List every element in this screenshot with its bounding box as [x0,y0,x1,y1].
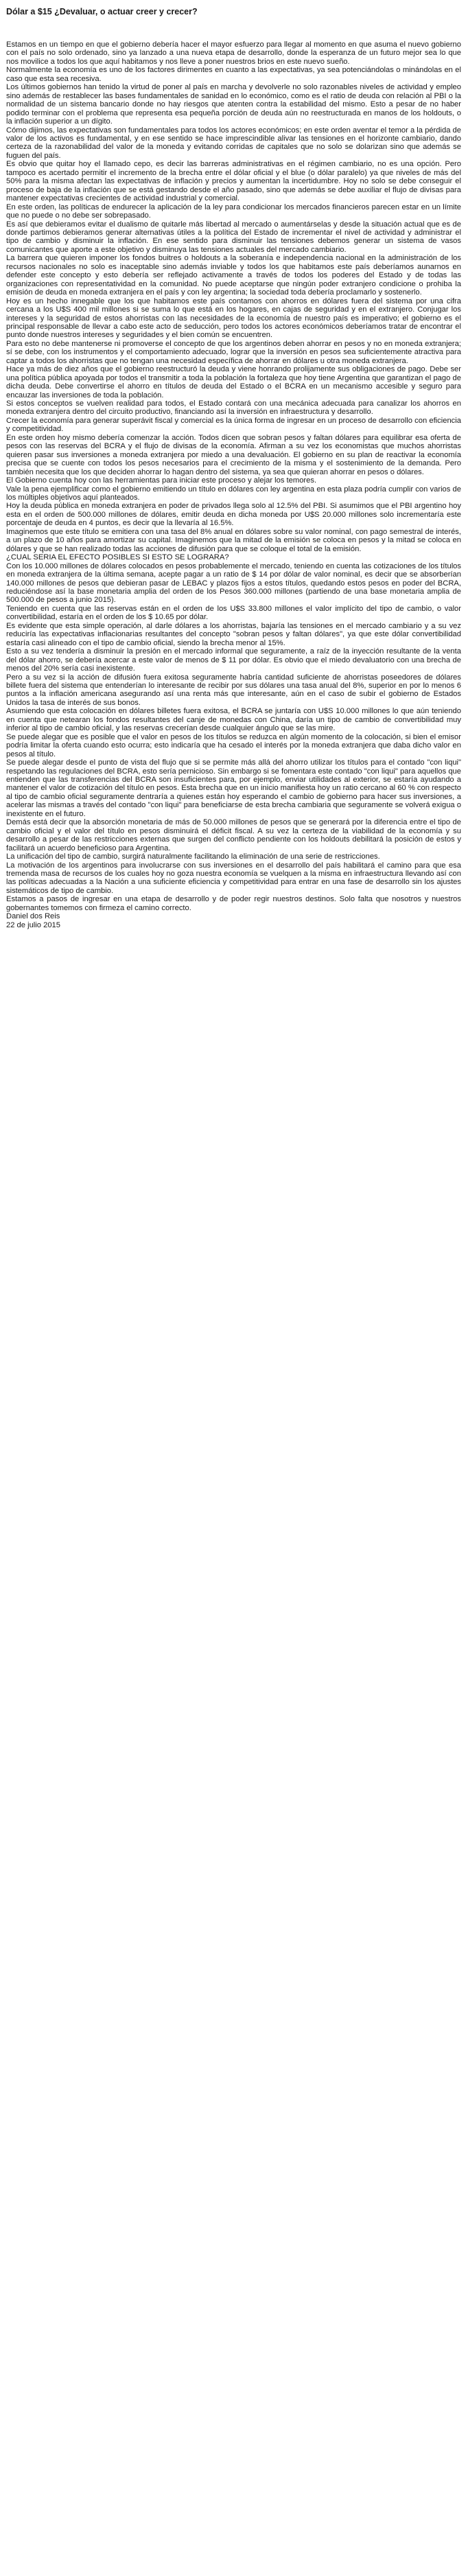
paragraph: Pero a su vez si la acción de difusión fuera exitosa seguramente habría cantidad suficiente de ahorristas poseedores de dólares billete fuera del sistema que entenderían lo interesante de recibir por sus dólares una tasa anual del 8%, superior en por lo menos 6 puntos a la inflación americana asegurando así una renta más que interesante, aún en el caso de subir el gobierno de Estados Unidos la tasa de interés de sus bonos. [6,673,461,707]
paragraph: Teniendo en cuenta que las reservas están en el orden de los U$S 33.800 millones el valor implícito del tipo de cambio, o valor convertibilidad, estaría en el orden de los $ 10.65 por dólar. [6,604,461,622]
paragraph: El Gobierno cuenta hoy con las herramientas para iniciar este proceso y alejar los temores. [6,476,317,485]
paragraph: Hoy es un hecho innegable que los que habitamos este país contamos con ahorros en dólares fuera del sistema por una cifra cercana a los U$S 400 mil millones si se suma lo que está en los hogares, en cajas de seguridad y en el extranjero. Conjugar los intereses y la seguridad de estos ahorristas con las necesidades de la economía de nuestro país es imperativo; el gobierno es el principal responsable de llevar a cabo este acto de seducción, pero todos los actores económicos deberíamos tratar de encontrar el punto donde nuestros intereses y seguridades y el bien común se encuentren. [6,297,461,340]
paragraph: La barrera que quieren imponer los fondos buitres o holdouts a la soberanía e independencia nacional en la administración de los recursos nacionales no solo es inaceptable sino además inviable y todos los que habitamos este país deberíamos aunarnos en defender este concepto y esto debería ser reflejado activamente a través de todos los poderes del Estado y de todas las organizaciones con representatividad en la comunidad. No puede aceptarse que ningún poder extranjero condicione o prohiba la emisión de deuda en moneda extranjera en el país y con ley argentina; la sociedad toda debería proclamarlo y sostenerlo. [6,254,461,297]
paragraph: Con los 10.000 millones de dólares colocados en pesos probablemente el mercado, teniendo en cuenta las cotizaciones de los títulos en moneda extranjera de la última semana, acepte pagar a un ratio de $ 14 por dólar de valor nominal, es decir que se absorberían 140.000 millones de pesos que debieran pasar de LEBAC y plazos fijos a estos títulos, quedando estos pesos en poder del BCRA, reduciéndose así la base monetaria amplia del orden de los Pesos 360.000 millones (partiendo de una base monetaria amplia de 500.000 de pesos a junio 2015). [6,561,461,605]
paragraph: Vale la pena ejemplificar como el gobierno emitiendo un título en dólares con ley argentina en esta plaza podría cumplir con varios de los múltiples objetivos aquí planteados. [6,485,461,502]
author-name: Daniel dos Reis [6,912,60,921]
paragraph: Crecer la economía para generar superávit fiscal y comercial es la única forma de ingresar en un proceso de desarrollo con eficiencia y competitividad. [6,416,461,434]
section-heading: ¿CUAL SERIA EL EFECTO POSIBLES SI ESTO SE LOGRARA? [6,553,229,562]
signature-block [6,912,461,929]
paragraph: Hoy la deuda pública en moneda extranjera en poder de privados llega solo al 12.5% del PBI. Si asumimos que el PBI argentino hoy esta en el orden de 500.000 millones de dólares, emitir deuda en dicha moneda por U$S 20.000 millones solo incrementaría este porcentaje de deuda en 4 puntos, es decir que la llevaría al 16.5%. [6,502,461,528]
paragraph: Estamos a pasos de ingresar en una etapa de desarrollo y de poder regir nuestros destinos. Solo falta que nosotros y nuestros gobernantes tomemos con firmeza el camino correcto. [6,895,461,912]
paragraph: La motivación de los argentinos para involucrarse con sus inversiones en el desarrollo del país habilitará el camino para que esa tremenda masa de recursos de los cuales hoy no goza nuestra economía se vuelquen a la misma en infraestructura llevando así con las políticas adecuadas a la Nación a una suficiente eficiencia y competitividad para entrar en una fase de desarrollo sin los ajustes sistemáticos de tipo de cambio. [6,861,461,895]
document-title: Dólar a $15 ¿Devaluar, o actuar creer y crecer? [6,7,198,16]
paragraph: Es obvio que quitar hoy el llamado cepo, es decir las barreras administrativas en el régimen cambiario, no es una opción. Pero tampoco es acertado permitir el incremento de la brecha entre el dólar oficial y el blue (o dólar paralelo) ya que niveles de más del 50% para la misma afectan las expectativas de inflación y precios y aumentan la incertidumbre. Hoy no solo se debe conseguir el proceso de baja de la inflación que se está gestando desde el año pasado, sino que además se debe auxiliar el flujo de divisas para mantener expectativas crecientes de actividad industrial y comercial. [6,160,461,203]
article-body [6,40,461,912]
paragraph: Hace ya más de diez años que el gobierno reestructuró la deuda y viene honrando prolijamente sus obligaciones de pago. Debe ser una política pública apoyada por todos el transmitir a toda la población la fortaleza que hoy tiene Argentina que garantizan el pago de dicha deuda. Debe convertirse el ahorro en títulos de deuda del Estado o el BCRA en un mecanismo accesible y seguro para encauzar las inversiones de toda la población. [6,365,461,399]
paragraph: Si estos conceptos se vuelven realidad para todos, el Estado contará con una mecánica adecuada para canalizar los ahorros en moneda extranjera dentro del circuito productivo, financiando así la inversión en infraestructura y desarrollo. [6,399,461,417]
paragraph: Es evidente que esta simple operación, al darle dólares a los ahorristas, bajaría las tensiones en el mercado cambiario y a su vez reduciría las expectativas inflacionarias resultantes del concepto "sobran pesos y faltan dólares", ya que este dólar convertibilidad estaría casi alineado con el tipo de cambio oficial, siendo la brecha menor al 15%. [6,621,461,647]
paragraph: En este orden, las políticas de endurecer la aplicación de la ley para condicionar los mercados financieros parecen estar en un límite que no puede o no debe ser sobrepasado. [6,202,461,220]
paragraph: Demás está decir que la absorción monetaria de más de 50.000 millones de pesos que se generará por la diferencia entre el tipo de cambio oficial y el valor del título en pesos disminuirá el déficit fiscal. A su vez la certeza de la viabilidad de la economía y su desarrollo a pesar de las restricciones externas que surgen del conflicto pendiente con los holdouts debilitará la posición de estos y facilitará un acuerdo beneficioso para Argentina. [6,818,461,852]
paragraph: Es así que debieramos evitar el dualismo de quitarle más libertad al mercado o aumentárselas y desde la situación actual que es de donde partimos debieramos generar alternativas útiles a la política del Estado de incrementar el nivel de actividad y administrar el tipo de cambio y disminuir la inflación. En ese sentido para disminuir las tensiones debemos generar un sistema de vasos comunicantes que aporte a este objetivo y disminuya las tensiones actuales del mercado cambiario. [6,220,461,254]
document-page [0,0,468,929]
paragraph: Los últimos gobiernos han tenido la virtud de poner al país en marcha y devolverle no solo razonables niveles de actividad y empleo sino además de restablecer las bases fundamentales de sanidad en lo económico, como es el ratio de deuda con relación al PBI o la normalidad de un sistema bancario donde no hay riesgos que atenten contra la estabilidad del mismo. Esto a pesar de no haber podido terminar con el problema que representa esa pequeña porción de deuda aún no reestructurada en manos de los holdouts, o la inflación superior a un dígito. [6,83,461,126]
paragraph: Normalmente la economía es uno de los factores dirimentes en cuanto a las expectativas, ya sea potenciándolas o minándolas en el caso que esta sea recesiva. [6,66,461,83]
paragraph: En este orden hoy mismo debería comenzar la acción. Todos dicen que sobran pesos y faltan dólares para equilibrar esa oferta de pesos con las reservas del BCRA y el flujo de divisas de la economía. Afirman a su vez los economistas que muchos ahorristas quieren pasar sus inversiones a moneda extranjera por miedo a una devaluación. El gobierno en su plan de reactivar la economía precisa que se cuente con todos los pesos necesarios para el crecimiento de la misma y el sostenimiento de la demanda. Pero también necesita que los que deciden ahorrar lo hagan dentro del sistema, ya sea que quieran ahorrar en pesos o dólares. [6,433,461,476]
paragraph: Se puede alegar desde el punto de vista del flujo que si se permite más allá del ahorro utilizar los títulos para el contado "con liqui" respetando las regulaciones del BCRA, esto sería pernicioso. Sin embargo si se fomentara este contado "con liqui" para aquellos que entienden que las transferencias del BCRA son insuficientes para, por ejemplo, enviar utilidades al exterior, se estaría ayudando a mantener el valor de cotización del título en pesos. Esta brecha que en un inicio manifiesta hoy un ratio cercano al 60 % con respecto al tipo de cambio oficial seguramente dentraría a quienes están hoy esperando el cambio de gobierno para hacer sus inversiones, a acelerar las mismas a través del contado "con liqui" para beneficiarse de esta brecha cambiaria que seguramente se volverá exigua o inexistente en el futuro. [6,758,461,818]
paragraph: La unificación del tipo de cambio, surgirá naturalmente facilitando la eliminación de una serie de restricciones. [6,852,380,861]
paragraph: Estamos en un tiempo en que el gobierno debería hacer el mayor esfuerzo para llegar al momento en que asuma el nuevo gobierno con el país no solo ordenado, sino ya lanzado a una nueva etapa de desarrollo, donde la esperanza de un futuro mejor sea lo que nos movilice a todos los que aquí habitamos y nos lleve a poner nuestros brios en este nuevo sueño. [6,40,461,66]
paragraph: Asumiendo que esta colocación en dólares billetes fuera exitosa, el BCRA se juntaría con U$S 10.000 millones lo que aún teniendo en cuenta que netearan los fondos resultantes del canje de monedas con China, daría un tipo de cambio de convertibilidad muy inferior al tipo de cambio oficial, y las reservas crecerían desde cualquier ángulo que se las mire. [6,707,461,733]
paragraph: Cómo dijimos, las expectativas son fundamentales para todos los actores económicos; en este orden aventar el temor a la pérdida de valor de los activos es fundamental, y en ese sentido se hace imprescindible alivar las tensiones en el horizonte cambiario, dando certeza de la razonabilidad del valor de la moneda y evitando corridas de capitales que no solo se dolarizan sino que además se fuguen del país. [6,126,461,160]
paragraph: Para esto no debe mantenerse ni promoverse el concepto de que los argentinos deben ahorrar en pesos y no en moneda extranjera; sí se debe, con los instrumentos y el comportamiento adecuado, lograr que la inversión en pesos sea suficientemente atractiva para captar a todos los ahorristas que no tengan una necesidad específica de ahorrar en dólares u otra moneda extranjera. [6,339,461,365]
publication-date: 22 de julio 2015 [6,920,61,929]
paragraph: Se puede alegar que es posible que el valor en pesos de los títulos se reduzca en algún momento de la colocación, si bien el emisor podría limitar la oferta cuando esto ocurra; esto indicaría que ha cesado el interés por la moneda extranjera que daba dicho valor en pesos al título. [6,732,461,758]
paragraph: Esto a su vez tendería a disminuir la presión en el mercado informal que seguramente, a raíz de la inyección resultante de la venta del dólar ahorro, se debería acercar a este valor de menos de $ 11 por dólar. Es obvio que el miedo devaluatorio con una brecha de menos del 20% sería casi inexistente. [6,647,461,673]
paragraph: Imaginemos que este título se emitiera con una tasa del 8% anual en dólares sobre su valor nominal, con pago semestral de interés, a un plazo de 10 años para amortizar su capital. Imaginemos que la mitad de la emisión se coloca en pesos y la mitad se coloca en dólares y que se han realizado todas las acciones de difusión para que se coloque el total de la emisión. [6,527,461,553]
